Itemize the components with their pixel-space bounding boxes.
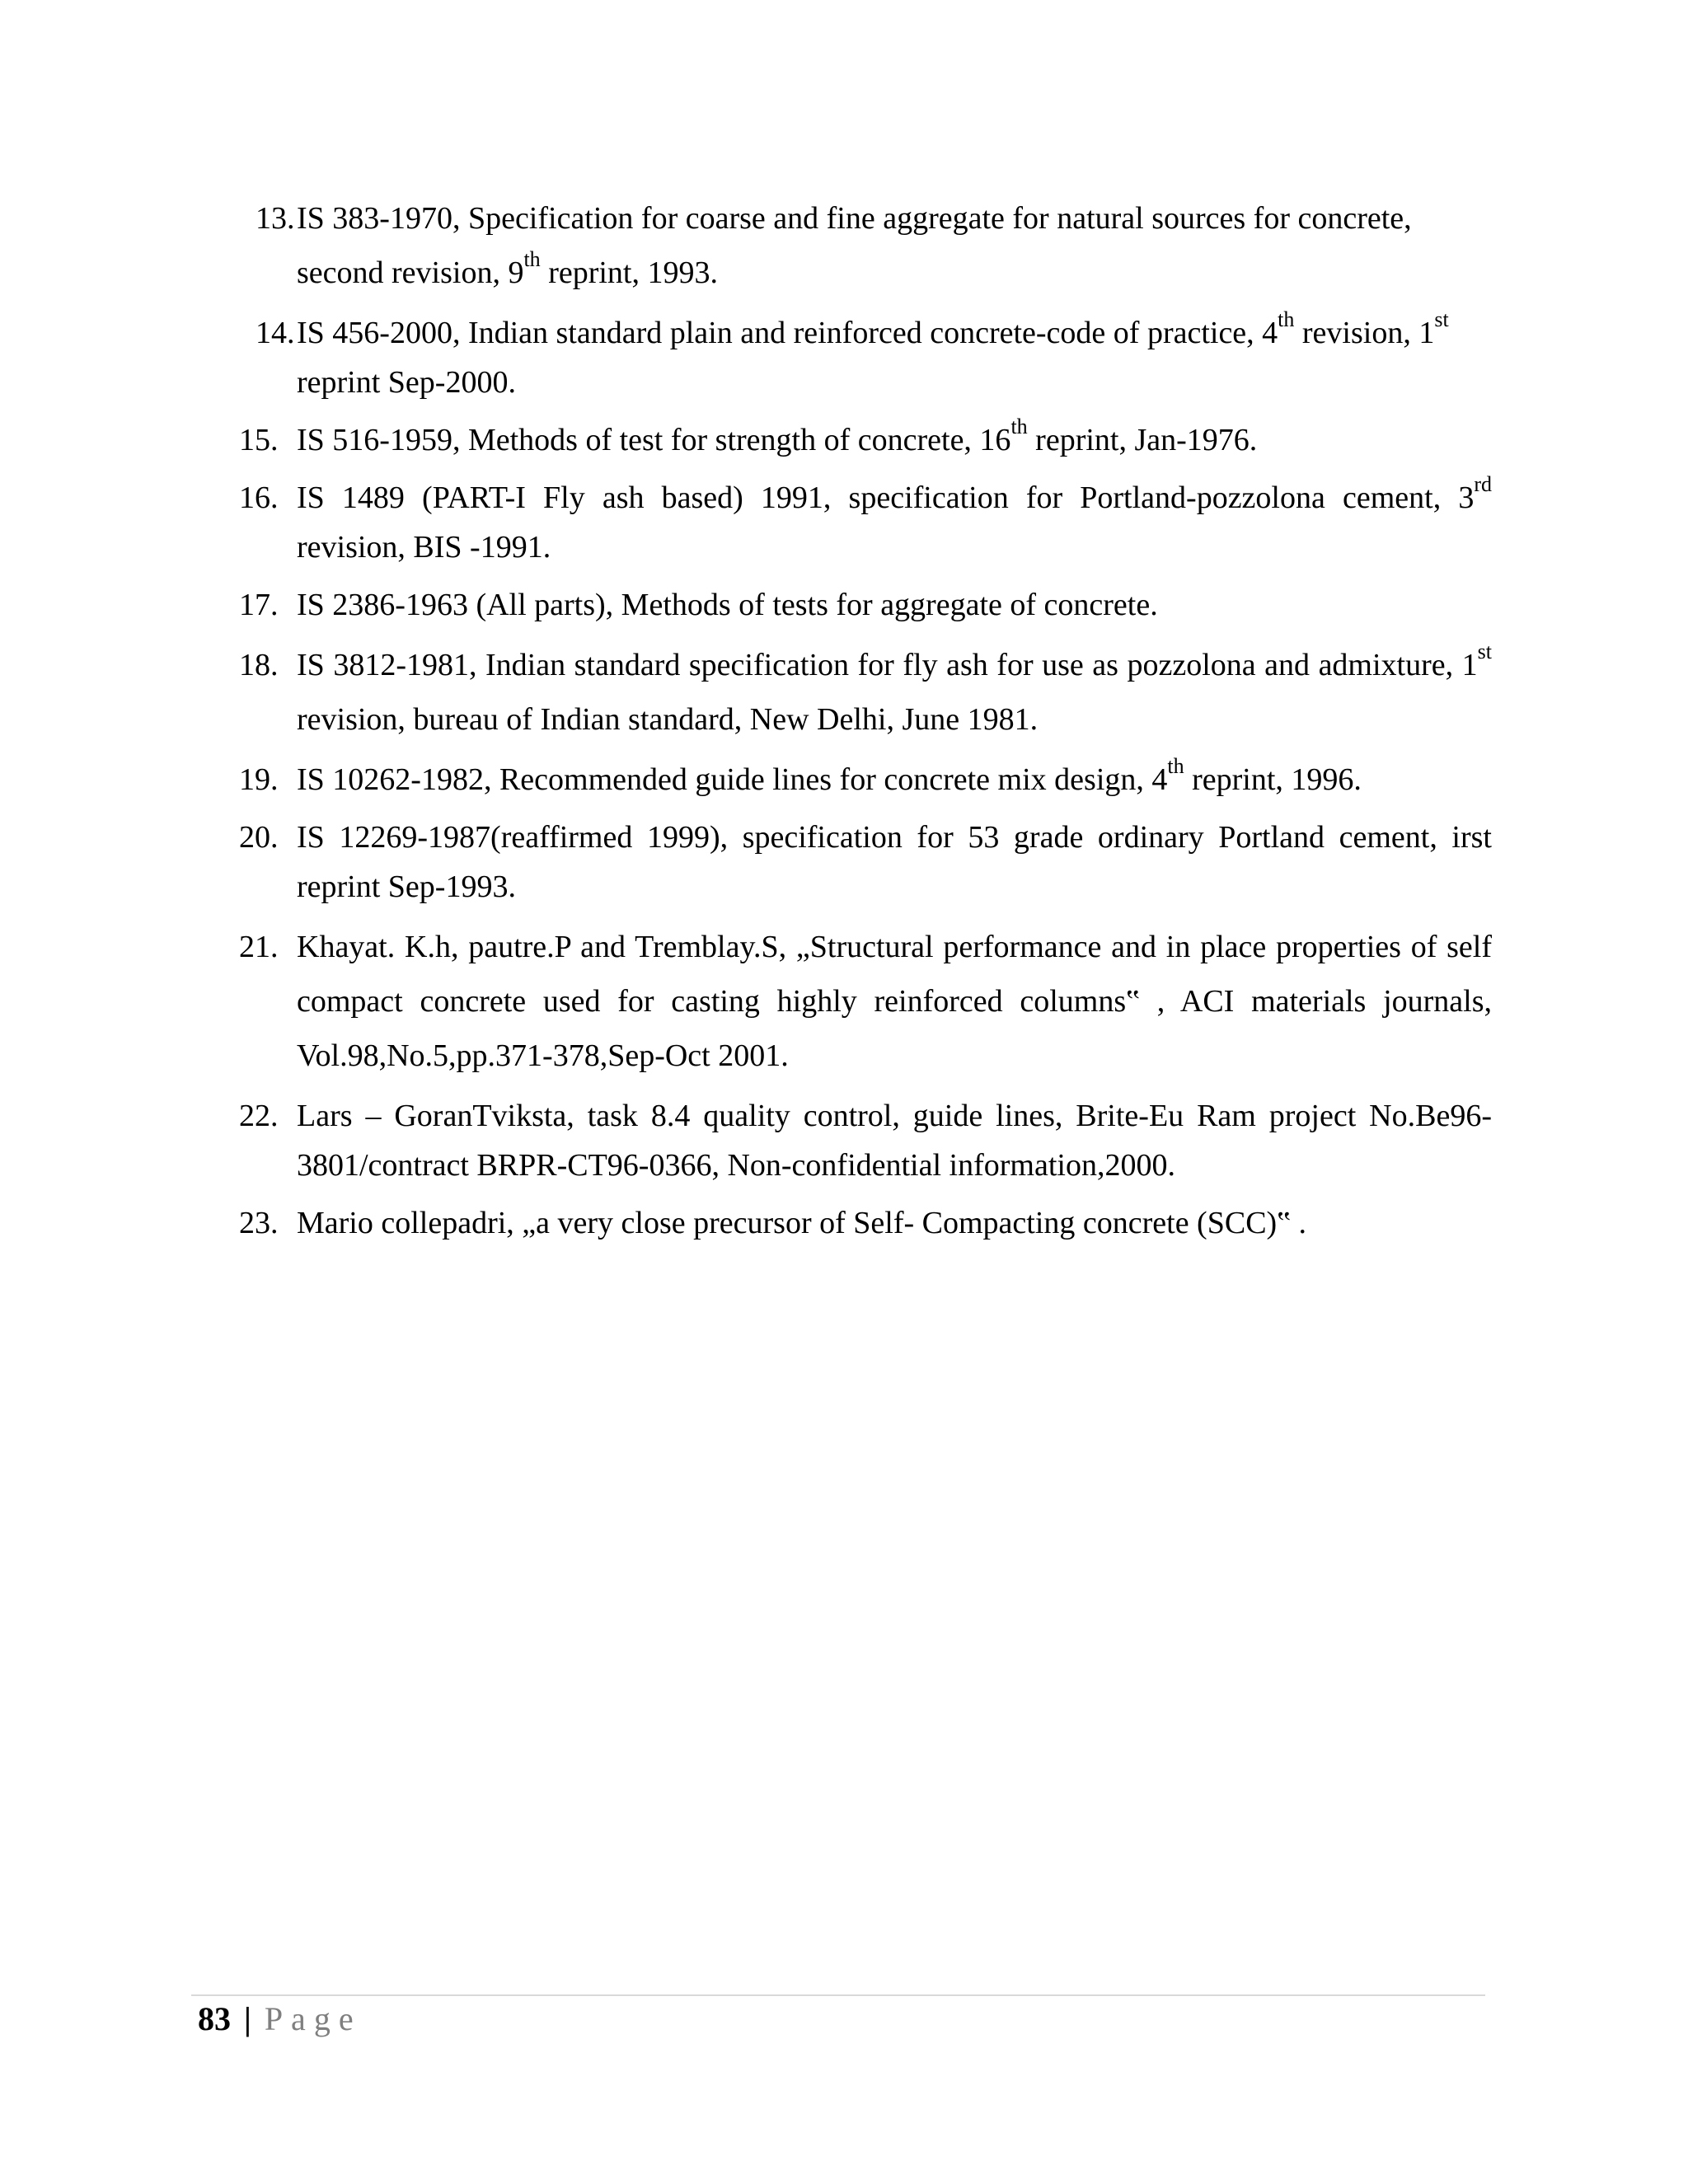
reference-text xyxy=(297,755,1492,804)
ordinal-superscript: th xyxy=(1010,415,1028,439)
reference-number: 15. xyxy=(239,423,279,457)
reference-number: 22. xyxy=(239,1099,279,1133)
reference-item xyxy=(239,920,1492,1083)
reference-number: 13. xyxy=(256,201,295,236)
reference-text xyxy=(297,473,1492,572)
reference-number: 16. xyxy=(239,480,279,515)
reference-item xyxy=(239,580,1492,630)
reference-item xyxy=(239,1091,1492,1190)
reference-text-segment: IS 516-1959, Methods of test for strength of concrete, 16 xyxy=(297,423,1011,457)
ordinal-superscript: rd xyxy=(1474,472,1492,497)
reference-text xyxy=(297,415,1492,465)
page-label: Page xyxy=(264,2000,362,2037)
reference-text-segment: Lars – GoranTviksta, task 8.4 quality control, guide lines, Brite-Eu Ram project No.Be96-3801/contract BRPR-CT96-0366, Non-confidential information,2000. xyxy=(297,1099,1492,1183)
reference-number: 23. xyxy=(239,1206,279,1240)
reference-text xyxy=(297,1198,1492,1248)
reference-text xyxy=(297,813,1492,912)
reference-text-segment: reprint, Jan-1976. xyxy=(1027,423,1258,457)
reference-text-segment: reprint, 1993. xyxy=(540,255,718,290)
ordinal-superscript: st xyxy=(1434,307,1449,332)
ordinal-superscript: th xyxy=(523,247,541,272)
reference-text-segment: IS 3812-1981, Indian standard specification for fly ash for use as pozzolona and admixture, 1 xyxy=(297,648,1478,682)
reference-list xyxy=(239,191,1492,1256)
reference-text xyxy=(297,580,1492,630)
ordinal-superscript: st xyxy=(1477,640,1492,664)
ordinal-superscript: th xyxy=(1167,754,1184,779)
reference-item xyxy=(239,415,1492,465)
page-footer xyxy=(198,1999,362,2040)
footer-divider xyxy=(191,1994,1485,1996)
reference-number: 14. xyxy=(256,316,295,350)
reference-number: 19. xyxy=(239,762,279,797)
reference-item xyxy=(239,308,1492,407)
footer-separator: | xyxy=(244,2000,251,2037)
reference-item xyxy=(239,813,1492,912)
reference-text-segment: IS 12269-1987(reaffirmed 1999), specification for 53 grade ordinary Portland cement, irst reprint Sep-1993. xyxy=(297,820,1492,904)
reference-text-segment: Mario collepadri, „a very close precursor of Self- Compacting concrete (SCC)‟ . xyxy=(297,1206,1307,1240)
reference-text-segment: IS 1489 (PART-I Fly ash based) 1991, specification for Portland-pozzolona cement, 3 xyxy=(297,480,1475,515)
reference-text-segment: revision, bureau of Indian standard, New Delhi, June 1981. xyxy=(297,702,1039,737)
reference-text-segment: Khayat. K.h, pautre.P and Tremblay.S, „Structural performance and in place properties of self compact concrete used for casting highly reinforced columns‟ , ACI materials journals, Vol.98,No.5,pp.371-378,Sep-Oct 2001. xyxy=(297,930,1492,1073)
reference-item xyxy=(239,191,1492,300)
reference-number: 18. xyxy=(239,648,279,682)
reference-item xyxy=(239,755,1492,804)
reference-number: 17. xyxy=(239,588,279,622)
reference-text xyxy=(297,920,1492,1083)
reference-item xyxy=(239,638,1492,747)
reference-text-segment: IS 456-2000, Indian standard plain and reinforced concrete-code of practice, 4 xyxy=(297,316,1278,350)
reference-text xyxy=(297,191,1492,300)
reference-text-segment: revision, BIS -1991. xyxy=(297,530,551,565)
reference-text-segment: IS 383-1970, Specification for coarse and fine aggregate for natural sources for concrete, second revision, 9 xyxy=(297,201,1412,290)
reference-number: 20. xyxy=(239,820,279,855)
reference-text-segment: IS 10262-1982, Recommended guide lines for concrete mix design, 4 xyxy=(297,762,1168,797)
reference-text-segment: IS 2386-1963 (All parts), Methods of tests for aggregate of concrete. xyxy=(297,588,1158,622)
reference-text xyxy=(297,1091,1492,1190)
reference-item xyxy=(239,473,1492,572)
reference-item xyxy=(239,1198,1492,1248)
reference-text-segment: reprint, 1996. xyxy=(1184,762,1362,797)
reference-text-segment: reprint Sep-2000. xyxy=(297,365,516,400)
page-number: 83 xyxy=(198,2000,231,2037)
reference-text xyxy=(297,308,1492,407)
reference-text xyxy=(297,638,1492,747)
reference-text-segment: revision, 1 xyxy=(1294,316,1435,350)
reference-number: 21. xyxy=(239,930,279,964)
ordinal-superscript: th xyxy=(1278,307,1295,332)
